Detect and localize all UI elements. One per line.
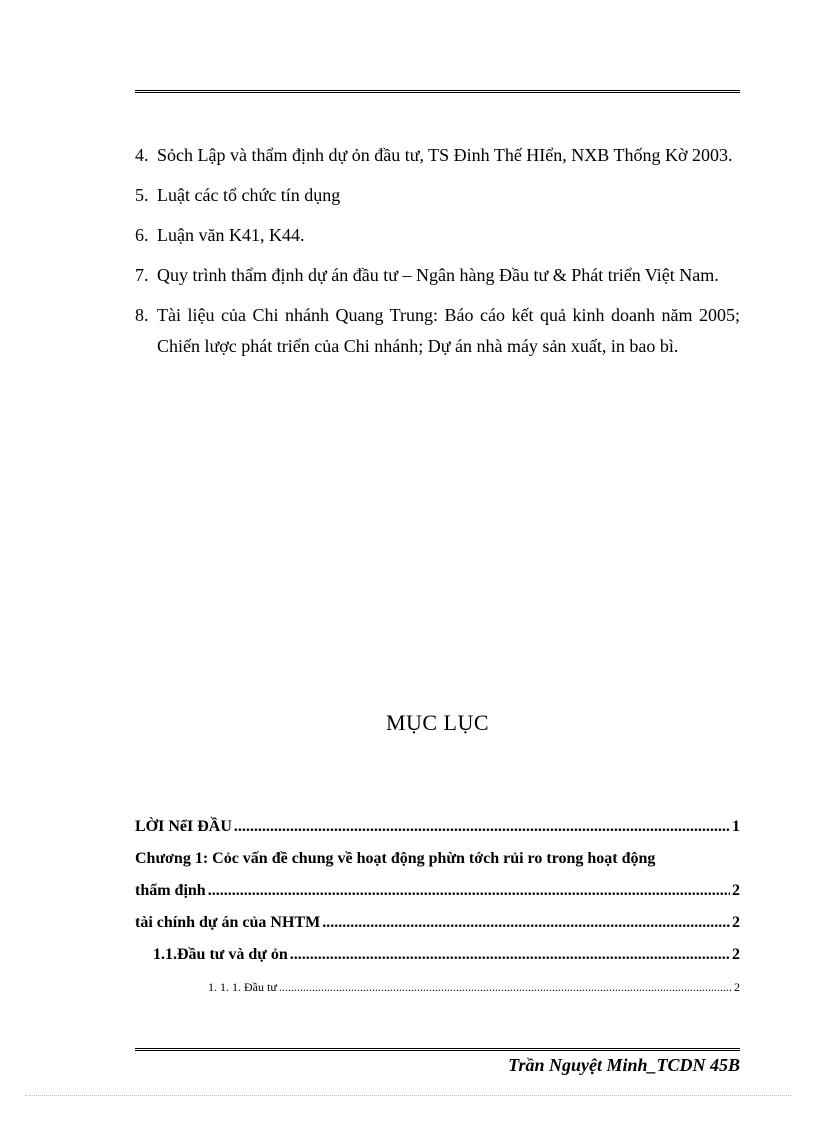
- toc-leader: [322, 910, 730, 936]
- toc-entry[interactable]: [135, 846, 740, 878]
- reference-item: [135, 180, 740, 211]
- toc-page-number: 2: [734, 980, 740, 994]
- toc-entry-text: 1. 1. 1. Đầu tư: [208, 980, 277, 994]
- footer-rule: [135, 1048, 740, 1051]
- toc-page-number: 2: [732, 946, 740, 963]
- toc-leader: [279, 974, 732, 1000]
- reference-number: 8.: [135, 305, 149, 325]
- toc-title: MỤC LỤC: [385, 710, 490, 735]
- reference-text: Luật các tổ chức tín dụng: [157, 185, 341, 205]
- toc-page-number: 2: [732, 882, 740, 899]
- footer-author: Trần Nguyệt Minh_TCDN 45B: [508, 1055, 740, 1075]
- toc-entry-text: LỜI NểI ĐẦU: [135, 818, 232, 835]
- reference-number: 7.: [135, 265, 149, 285]
- header-rule: [135, 90, 740, 93]
- reference-item: [135, 140, 740, 171]
- reference-text: Tài liệu của Chi nhánh Quang Trung: Báo cáo kết quả kinh doanh năm 2005; Chiến lược phát triển của Chi nhánh; Dự án nhà máy sản xuất, in bao bì.: [157, 305, 740, 356]
- table-of-contents: [135, 814, 740, 998]
- toc-entry-text: Chương 1: Cỏc vấn đề chung về hoạt động phừn tớch rủi ro trong hoạt động: [135, 850, 656, 867]
- reference-list: [135, 140, 740, 371]
- reference-item: [135, 220, 740, 251]
- toc-entry[interactable]: [135, 910, 740, 942]
- reference-text: Luận văn K41, K44.: [157, 225, 305, 245]
- reference-number: 6.: [135, 225, 149, 245]
- toc-entry-text: 1.1.Đầu tư và dự ỏn: [153, 946, 288, 963]
- toc-entry-text: thẩm định: [135, 882, 206, 899]
- reference-item: [135, 260, 740, 291]
- toc-entry[interactable]: [135, 878, 740, 910]
- toc-leader: [208, 878, 730, 904]
- reference-number: 5.: [135, 185, 149, 205]
- toc-page-number: 2: [732, 914, 740, 931]
- toc-entry[interactable]: [135, 942, 740, 974]
- reference-text: Sỏch Lập và thẩm định dự ỏn đầu tư, TS Đinh Thế HIển, NXB Thống Kờ 2003.: [157, 145, 733, 165]
- reference-item: [135, 300, 740, 362]
- reference-text: Quy trình thẩm định dự án đầu tư – Ngân hàng Đầu tư & Phát triển Việt Nam.: [157, 265, 719, 285]
- toc-page-number: 1: [732, 818, 740, 835]
- toc-entry[interactable]: [135, 814, 740, 846]
- toc-entry-text: tài chính dự án của NHTM: [135, 914, 321, 931]
- toc-entry[interactable]: [135, 974, 740, 998]
- toc-leader: [290, 942, 730, 968]
- toc-leader: [234, 814, 730, 840]
- reference-number: 4.: [135, 145, 149, 165]
- page-edge-divider: [25, 1095, 791, 1096]
